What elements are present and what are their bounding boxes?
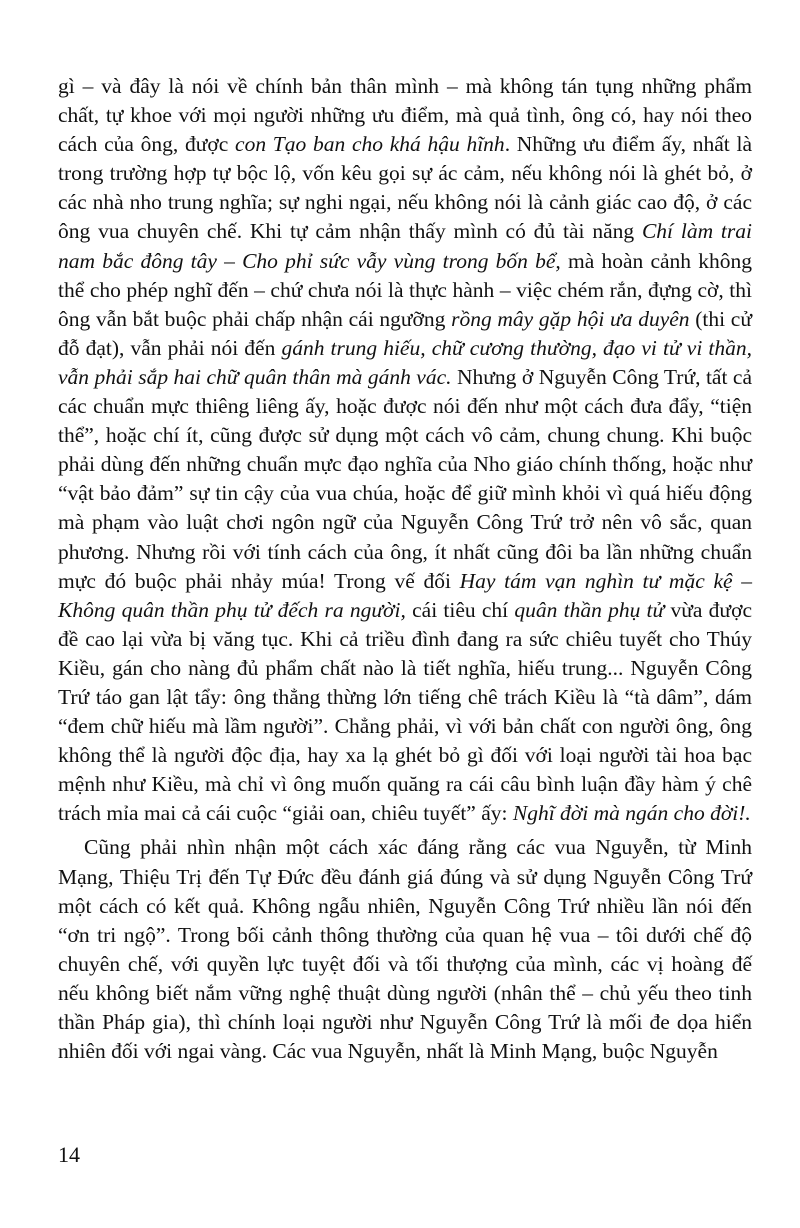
text-run: vừa được đề cao lại vừa bị văng tục. Khi cả triều đình đang ra sức chiêu tuyết cho Thúy Kiều, gán cho nàng đủ phẩm chất nào là tiết nghĩa, hiếu trung... Nguyễn Công Trứ táo gan lật tẩy: ông thẳng thừng lớn tiếng chê trách Kiều là “tà dâm”, dám “đem chữ hiếu mà lầm người”. Chẳng phải, vì với bản chất con người ông, ông không thể là người độc địa, hay xa lạ ghét bỏ gì đối với loại người tài hoa bạc mệnh như Kiều, mà chỉ vì ông muốn quăng ra cái câu bình luận đầy hàm ý chê trách mỉa mai cả cái cuộc “giải oan, chiêu tuyết” ấy: <box>58 597 752 826</box>
page-number: 14 <box>58 1142 80 1167</box>
italic-phrase: quân thần phụ tử <box>514 597 665 622</box>
italic-phrase: Nghĩ đời mà ngán cho đời!. <box>512 801 751 826</box>
text-run: Cũng phải nhìn nhận một cách xác đáng rằng các vua Nguyễn, từ Minh Mạng, Thiệu Trị đến Tự Đức đều đánh giá đúng và sử dụng Nguyễn Công Trứ một cách có kết quả. Không ngẫu nhiên, Nguyễn Công Trứ nhiều lần nói đến “ơn tri ngộ”. Trong bối cảnh thông thường của quan hệ vua – tôi dưới chế độ chuyên chế, với quyền lực tuyệt đối và tối thượng của mình, các vị hoàng đế nếu không biết nắm vững nghệ thuật dùng người (nhân thể – chủ yếu theo tinh thần Pháp gia), thì chính loại người như Nguyễn Công Trứ là mối đe dọa hiển nhiên đối với ngai vàng. Các vua Nguyễn, nhất là Minh Mạng, buộc Nguyễn <box>58 835 752 1064</box>
paragraph-2 <box>58 833 752 1066</box>
paragraph-1 <box>58 72 752 828</box>
italic-phrase: con Tạo ban cho khá hậu hĩnh <box>235 132 505 157</box>
italic-phrase: Chí làm trai nam bắc đông tây – Cho phỉ sức vẫy vùng trong bốn bể, <box>58 219 752 273</box>
text-run: cái tiêu chí <box>405 597 515 622</box>
italic-phrase: Hay tám vạn nghìn tư mặc kệ – Không quân thần phụ tử đếch ra người, <box>58 568 752 622</box>
text-run: Nhưng ở Nguyễn Công Trứ, tất cả các chuẩn mực thiêng liêng ấy, hoặc được nói đến như một cách đưa đẩy, “tiện thể”, hoặc chí ít, cũng được sử dụng một cách vô cảm, chung chung. Khi buộc phải dùng đến những chuẩn mực đạo nghĩa của Nho giáo chính thống, hoặc như “vật bảo đảm” sự tin cậy của vua chúa, hoặc để giữ mình khỏi vì quá hiếu động mà phạm vào luật chơi ngôn ngữ của Nguyễn Công Trứ trở nên vô sắc, quan phương. Nhưng rồi với tính cách của ông, ít nhất cũng đôi ba lần những chuẩn mực đó buộc phải nhảy múa! Trong vế đối <box>58 364 752 593</box>
text-run: . Những ưu điểm ấy, nhất là trong trường hợp tự bộc lộ, vốn kêu gọi sự ác cảm, nếu không nói là ghét bỏ, ở các nhà nho trung nghĩa; sự nghi ngại, nếu không nói là cảnh giác cao độ, ở các ông vua chuyên chế. Khi tự cảm nhận thấy mình có đủ tài năng <box>58 132 753 244</box>
text-run: mà hoàn cảnh không thể cho phép nghĩ đến – chứ chưa nói là thực hành – việc chém rắn, đựng cờ, thì ông vẫn bắt buộc phải chấp nhận cái ngưỡng <box>58 248 752 331</box>
italic-phrase: rồng mây gặp hội ưa duyên <box>451 306 690 331</box>
body-text <box>58 72 752 1066</box>
italic-phrase: gánh trung hiếu, chữ cương thường, đạo vi tử vi thần, vẫn phải sắp hai chữ quân thân mà gánh vác. <box>58 335 752 389</box>
text-run: gì – và đây là nói về chính bản thân mình – mà không tán tụng những phẩm chất, tự khoe với mọi người những ưu điểm, mà quả tình, ông có, hay nói theo cách của ông, được <box>58 74 752 157</box>
text-run: (thi cử đỗ đạt), vẫn phải nói đến <box>58 306 752 360</box>
